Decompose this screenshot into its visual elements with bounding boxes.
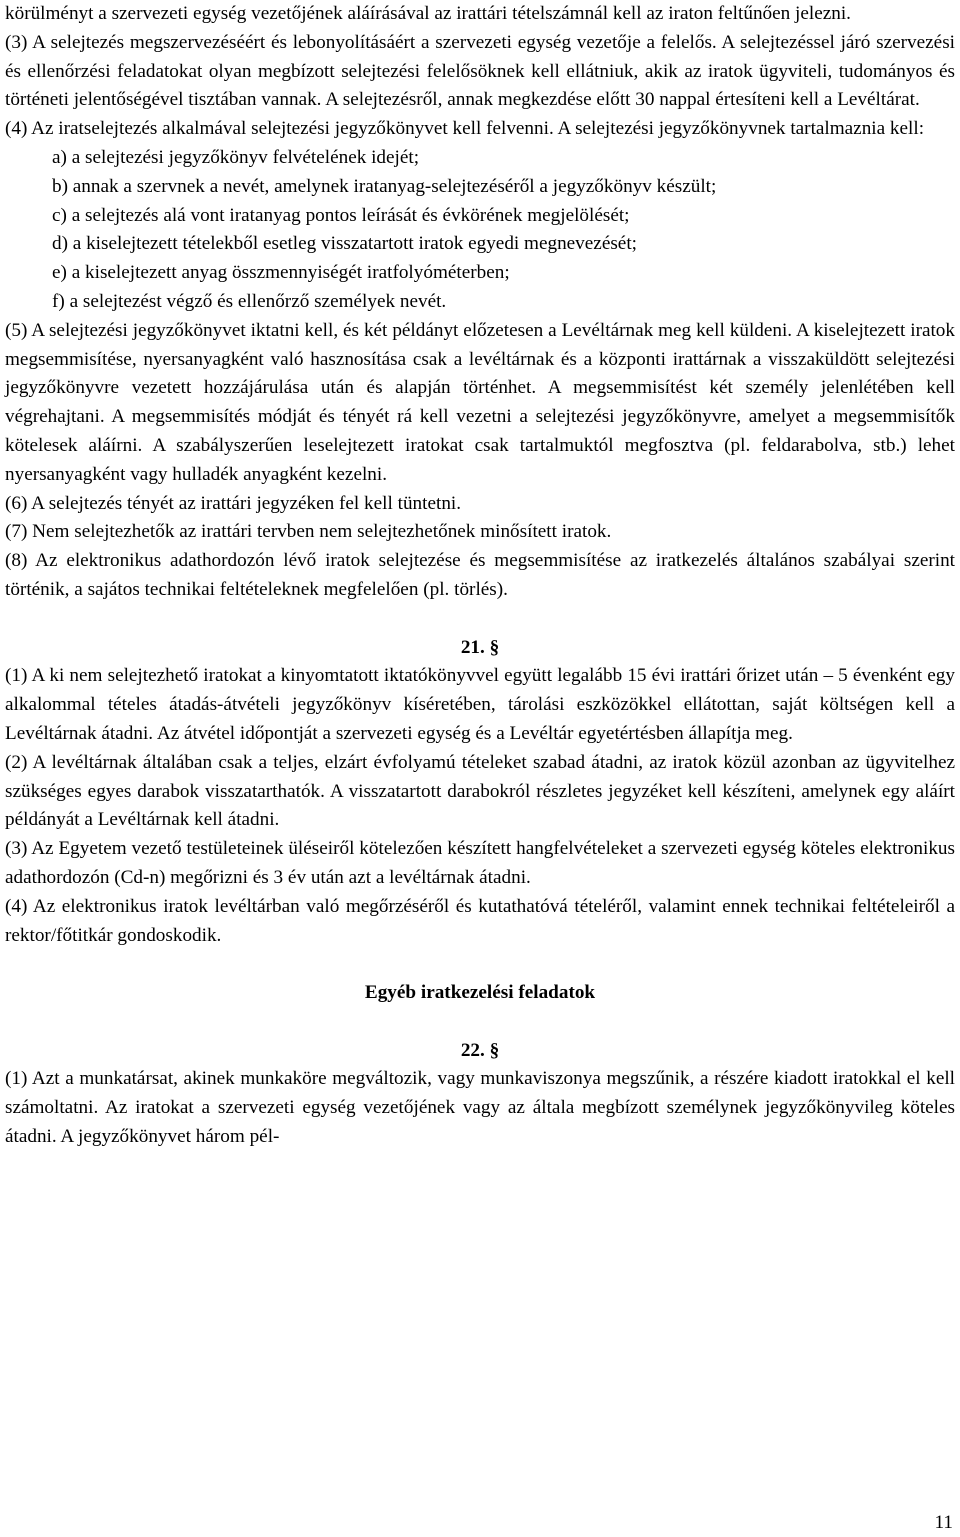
list-item: d) a kiselejtezett tételekből esetleg visszatartott iratok egyedi megnevezését; bbox=[52, 233, 637, 255]
section-number-22: 22. § bbox=[460, 1039, 500, 1061]
list-item: f) a selejtezést végző és ellenőrző személyek nevét. bbox=[52, 290, 447, 312]
spacer bbox=[5, 950, 955, 979]
list-item: e) a kiselejtezett anyag összmennyiségét iratfolyóméterben; bbox=[52, 262, 510, 284]
paragraph: (5) A selejtezési jegyzőkönyvet iktatni kell, és két példányt előzetesen a Levéltárnak meg kell küldeni. A kiselejtezett iratok megsemmisítése, nyersanyagként való hasznosítása csak a levéltárnak és a központi irattárnak a visszaküldött selejtezési jegyzőkönyvre vezetett hozzájárulása után és alapján történhet. A megsemmisítést két személy jelenlétében kell végrehajtani. A megsemmisítés módját és tényét rá kell vezetni a selejtezési jegyzőkönyvre, amelyet a megsemmisítők kötelesek aláírni. A szabályszerűen leselejtezett iratokat csak tartalmuktól megfosztva (pl. feldarabolva, stb.) lehet nyersanyagként vagy hulladék anyagként kezelni. bbox=[5, 319, 955, 485]
list-item: b) annak a szervnek a nevét, amelynek iratanyag-selejtezéséről a jegyzőkönyv készült; bbox=[52, 175, 717, 197]
paragraph: (1) A ki nem selejtezhető iratokat a kinyomtatott iktatókönyvvel együtt legalább 15 évi irattári őrizet után – 5 évenként egy alkalommal tételes átadás-átvételi jegyzőkönyv kíséretében, tárolási eszközökkel ellátottan, saját költségen kell a Levéltárnak átadni. Az átvétel időpontját a szervezeti egység és a Levéltár egyetértésben állapítja meg. bbox=[5, 665, 955, 744]
section-number-21: 21. § bbox=[460, 636, 500, 658]
paragraph: (4) Az iratselejtezés alkalmával selejtezési jegyzőkönyvet kell felvenni. A selejtezési jegyzőkönyvnek tartalmaznia kell: bbox=[5, 118, 925, 140]
paragraph: (3) Az Egyetem vezető testületeinek üléseiről kötelezően készített hangfelvételeket a szervezeti egység köteles elektronikus adathordozón (Cd-n) megőrizni és 3 év után azt a levéltárnak átadni. bbox=[5, 838, 955, 888]
paragraph: körülményt a szervezeti egység vezetőjének aláírásával az irattári tételszámnál kell az iraton feltűnően jelezni. bbox=[5, 3, 851, 24]
paragraph: (4) Az elektronikus iratok levéltárban való megőrzéséről és kutathatóvá tételéről, valamint ennek technikai feltételeiről a rektor/főtitkár gondoskodik. bbox=[5, 895, 955, 946]
paragraph: (3) A selejtezés megszervezéséért és lebonyolításáért a szervezeti egység vezetője a felelős. A selejtezéssel járó szervezési és ellenőrzési feladatokat olyan megbízott selejtezési felelősöknek kell ellátniuk, akik az iratok ügyviteli, tudományos és történeti jelentőségével tisztában vannak. A selejtezésről, annak megkezdése előtt 30 nappal értesíteni kell a Levéltárat. bbox=[5, 31, 955, 111]
spacer bbox=[5, 605, 955, 634]
requirements-list bbox=[5, 144, 955, 317]
list-item: c) a selejtezés alá vont iratanyag pontos leírását és évkörének megjelölését; bbox=[52, 204, 630, 226]
paragraph: (1) Azt a munkatársat, akinek munkaköre megváltozik, vagy munkaviszonya megszűnik, a részére kiadott iratokkal el kell számoltatni. Az iratokat a szervezeti egység vezetőjének vagy az általa megbízott személynek jegyzőkönyvileg köteles átadni. A jegyzőkönyvet három pél- bbox=[5, 1068, 955, 1148]
document-page bbox=[5, 0, 955, 1152]
section-heading: Egyéb iratkezelési feladatok bbox=[364, 982, 596, 1004]
spacer bbox=[5, 1008, 955, 1037]
paragraph: (7) Nem selejtezhetők az irattári tervben nem selejtezhetőnek minősített iratok. bbox=[5, 521, 612, 543]
paragraph: (6) A selejtezés tényét az irattári jegyzéken fel kell tüntetni. bbox=[5, 492, 462, 514]
paragraph: (2) A levéltárnak általában csak a teljes, elzárt évfolyamú tételeket szabad átadni, az iratok közül azonban az ügyvitelhez szükséges egyes darabok visszatarthatók. A visszatartott darabokról részletes jegyzéket kell készíteni, amelynek egy aláírt példányát a Levéltárnak kell átadni. bbox=[5, 751, 955, 831]
list-item: a) a selejtezési jegyzőkönyv felvételének idejét; bbox=[52, 146, 420, 168]
page-number: 11 bbox=[934, 1512, 953, 1533]
paragraph: (8) Az elektronikus adathordozón lévő iratok selejtezése és megsemmisítése az iratkezelés általános szabályai szerint történik, a sajátos technikai feltételeknek megfelelően (pl. törlés). bbox=[5, 550, 955, 600]
